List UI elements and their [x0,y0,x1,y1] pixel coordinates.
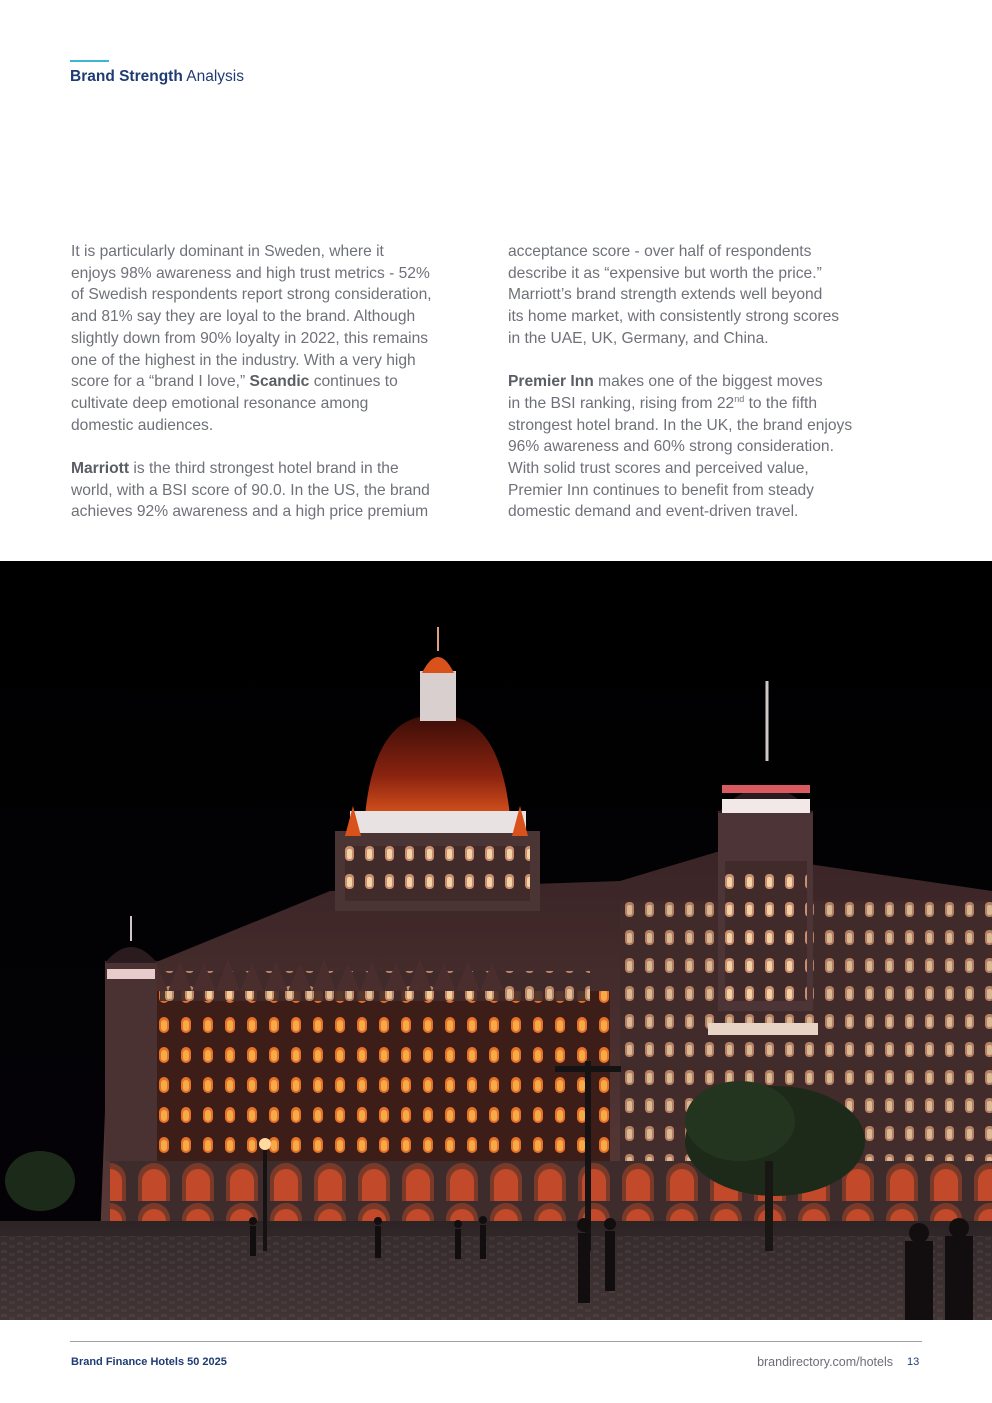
footer-url-link[interactable]: brandirectory.com/hotels [757,1355,893,1369]
page-number: 13 [907,1356,920,1368]
footer-publication-title: Brand Finance Hotels 50 2025 [71,1356,227,1368]
text-fragment: to the fifth [744,394,818,412]
text-line: enjoys 98% awareness and high trust metrics - 52% [71,264,430,282]
text-line [508,393,888,415]
brand-name-scandic: Scandic [249,373,310,391]
text-line: domestic audiences. [71,416,214,434]
text-line: achieves 92% awareness and a high price premium [71,503,429,521]
text-line: slightly down from 90% loyalty in 2022, this remains [71,329,429,347]
right-text-column [508,241,888,545]
text-fragment: is the third strongest hotel brand in the [129,460,399,478]
left-text-column [71,241,471,545]
hotel-illustration [0,561,992,1320]
text-line: 96% awareness and 60% strong consideration. [508,438,834,456]
text-line [508,371,888,393]
marriott-paragraph [71,458,471,523]
text-line: Premier Inn continues to benefit from steady [508,481,814,499]
header-accent-line [70,60,109,62]
text-line: strongest hotel brand. In the UK, the brand enjoys [508,416,853,434]
brand-name-premier-inn: Premier Inn [508,373,594,391]
text-line: one of the highest in the industry. With a very high [71,351,416,369]
text-line: It is particularly dominant in Sweden, where it [71,243,384,260]
text-line: and 81% say they are loyal to the brand. Although [71,308,416,326]
text-line: cultivate deep emotional resonance among [71,394,369,412]
text-line [71,458,471,480]
text-line: world, with a BSI score of 90.0. In the US, the brand [71,481,430,499]
section-title-rest: Analysis [182,68,244,85]
text-fragment: score for a “brand I love,” [71,373,250,391]
brand-name-marriott: Marriott [71,460,130,478]
text-line: describe it as “expensive but worth the price.” [508,264,822,282]
text-fragment: makes one of the biggest moves [593,373,823,391]
text-line: domestic demand and event-driven travel. [508,503,799,521]
text-fragment: in the BSI ranking, rising from 22 [508,394,735,412]
text-fragment: continues to [309,373,398,391]
premier-inn-paragraph [508,371,888,523]
section-title [70,68,244,86]
text-line: Marriott’s brand strength extends well beyond [508,286,823,304]
text-line: of Swedish respondents report strong consideration, [71,286,432,304]
text-line: acceptance score - over half of respondents [508,243,812,260]
marriott-continued-paragraph [508,241,888,350]
scandic-paragraph [71,241,471,436]
text-line: in the UAE, UK, Germany, and China. [508,329,769,347]
hotel-night-photo [0,561,992,1320]
footer-divider [70,1341,922,1342]
text-line [71,371,471,393]
text-line: With solid trust scores and perceived value, [508,460,809,478]
ordinal-suffix: nd [734,393,745,404]
text-line: its home market, with consistently strong scores [508,308,840,326]
section-title-bold: Brand Strength [70,68,183,85]
